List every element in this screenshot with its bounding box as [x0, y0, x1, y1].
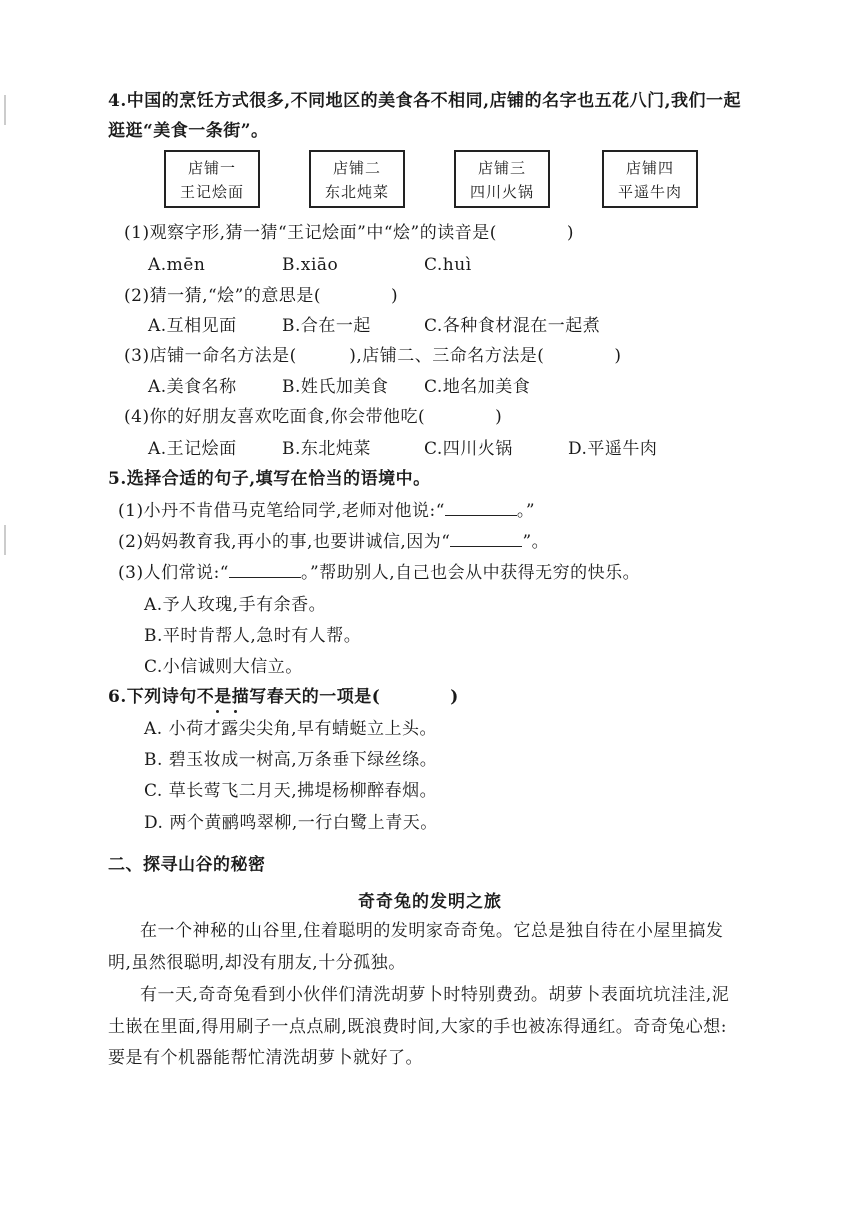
- story-p1-line1: 在一个神秘的山谷里,住着聪明的发明家奇奇兔。它总是独自待在小屋里搞发: [140, 921, 724, 941]
- q4-sub4-option-c: C.四川火锅: [424, 439, 513, 459]
- q5-s1-suffix: 。”: [516, 501, 536, 521]
- q6-title: 6.下列诗句不是描写春天的一项是( ): [108, 687, 459, 707]
- q4-sub3-option-a: A.美食名称: [148, 377, 237, 397]
- q4-sub1-option-b: B.xiāo: [282, 255, 339, 275]
- shop-sign-text: 平遥牛肉: [617, 183, 682, 201]
- shop-name: 店铺三: [477, 159, 526, 177]
- shop-sign-text: 王记烩面: [179, 183, 244, 201]
- story-p2-line1: 有一天,奇奇兔看到小伙伴们清洗胡萝卜时特别费劲。胡萝卜表面坑坑洼洼,泥: [140, 985, 730, 1005]
- story-p2-line3: 要是有个机器能帮忙清洗胡萝卜就好了。: [108, 1048, 423, 1068]
- shop-name: 店铺二: [332, 159, 381, 177]
- scan-edge-mark: [4, 95, 6, 125]
- q5-title: 5.选择合适的句子,填写在恰当的语境中。: [108, 469, 431, 489]
- q4-sub1: (1)观察字形,猜一猜“王记烩面”中“烩”的读音是( ): [124, 223, 575, 243]
- shop-sign-4: [602, 150, 698, 208]
- q5-sentence-2: [118, 529, 549, 555]
- q4-sub2-option-c: C.各种食材混在一起煮: [424, 316, 601, 336]
- q4-sub4-option-b: B.东北炖菜: [282, 439, 371, 459]
- story-p2-line2: 土嵌在里面,得用刷子一点点刷,既浪费时间,大家的手也被冻得通红。奇奇兔心想:: [108, 1017, 727, 1037]
- q4-sub2-option-b: B.合在一起: [282, 316, 371, 336]
- q4-intro-line1: 4.中国的烹饪方式很多,不同地区的美食各不相同,店铺的名字也五花八门,我们一起: [108, 91, 742, 111]
- q5-s2-suffix: ”。: [522, 532, 550, 552]
- q5-sentence-3: [118, 560, 640, 586]
- shop-sign-3: [454, 150, 550, 208]
- q4-sub2: (2)猜一猜,“烩”的意思是( ): [124, 286, 399, 306]
- q5-s2-prefix: (2)妈妈教育我,再小的事,也要讲诚信,因为“: [118, 532, 451, 552]
- q4-sub1-option-c: C.huì: [424, 255, 472, 275]
- q4-sub4-option-d: D.平遥牛肉: [568, 439, 658, 459]
- q6-option-d: D. 两个黄鹂鸣翠柳,一行白鹭上青天。: [144, 813, 438, 833]
- shop-sign-text: 四川火锅: [469, 183, 534, 201]
- emphasis-dot: [216, 710, 219, 713]
- q5-option-a: A.予人玫瑰,手有余香。: [144, 595, 327, 615]
- answer-blank[interactable]: [450, 530, 522, 547]
- shop-sign-2: [309, 150, 405, 208]
- shop-name: 店铺一: [187, 159, 236, 177]
- q5-sentence-1: [118, 498, 535, 524]
- shop-sign-text: 东北炖菜: [324, 183, 389, 201]
- q5-s3-suffix: 。”帮助别人,自己也会从中获得无穷的快乐。: [301, 563, 641, 583]
- emphasis-dot: [234, 710, 237, 713]
- q4-sub3-option-c: C.地名加美食: [424, 377, 531, 397]
- q5-option-b: B.平时肯帮人,急时有人帮。: [144, 626, 362, 646]
- q4-sub4-option-a: A.王记烩面: [148, 439, 237, 459]
- answer-blank[interactable]: [229, 561, 301, 578]
- q4-sub1-option-a: A.mēn: [148, 255, 206, 275]
- shop-sign-1: [164, 150, 260, 208]
- scan-edge-mark: [4, 525, 6, 555]
- q5-option-c: C.小信诚则大信立。: [144, 657, 303, 677]
- q4-intro-line2: 逛逛“美食一条街”。: [108, 121, 269, 141]
- q6-option-c: C. 草长莺飞二月天,拂堤杨柳醉春烟。: [144, 781, 438, 801]
- q5-s1-prefix: (1)小丹不肯借马克笔给同学,老师对他说:“: [118, 501, 445, 521]
- q5-s3-prefix: (3)人们常说:“: [118, 563, 229, 583]
- shop-name: 店铺四: [625, 159, 674, 177]
- story-p1-line2: 明,虽然很聪明,却没有朋友,十分孤独。: [108, 953, 406, 973]
- section-heading: 二、探寻山谷的秘密: [108, 855, 266, 875]
- q4-sub3-option-b: B.姓氏加美食: [282, 377, 389, 397]
- q6-option-a: A. 小荷才露尖尖角,早有蜻蜓立上头。: [144, 719, 437, 739]
- answer-blank[interactable]: [445, 499, 517, 516]
- q4-sub4: (4)你的好朋友喜欢吃面食,你会带他吃( ): [124, 407, 503, 427]
- q4-sub3: (3)店铺一命名方法是( ),店铺二、三命名方法是( ): [124, 346, 622, 366]
- q4-sub2-option-a: A.互相见面: [148, 316, 237, 336]
- q6-option-b: B. 碧玉妆成一树高,万条垂下绿丝绦。: [144, 750, 438, 770]
- story-title: 奇奇兔的发明之旅: [358, 892, 502, 912]
